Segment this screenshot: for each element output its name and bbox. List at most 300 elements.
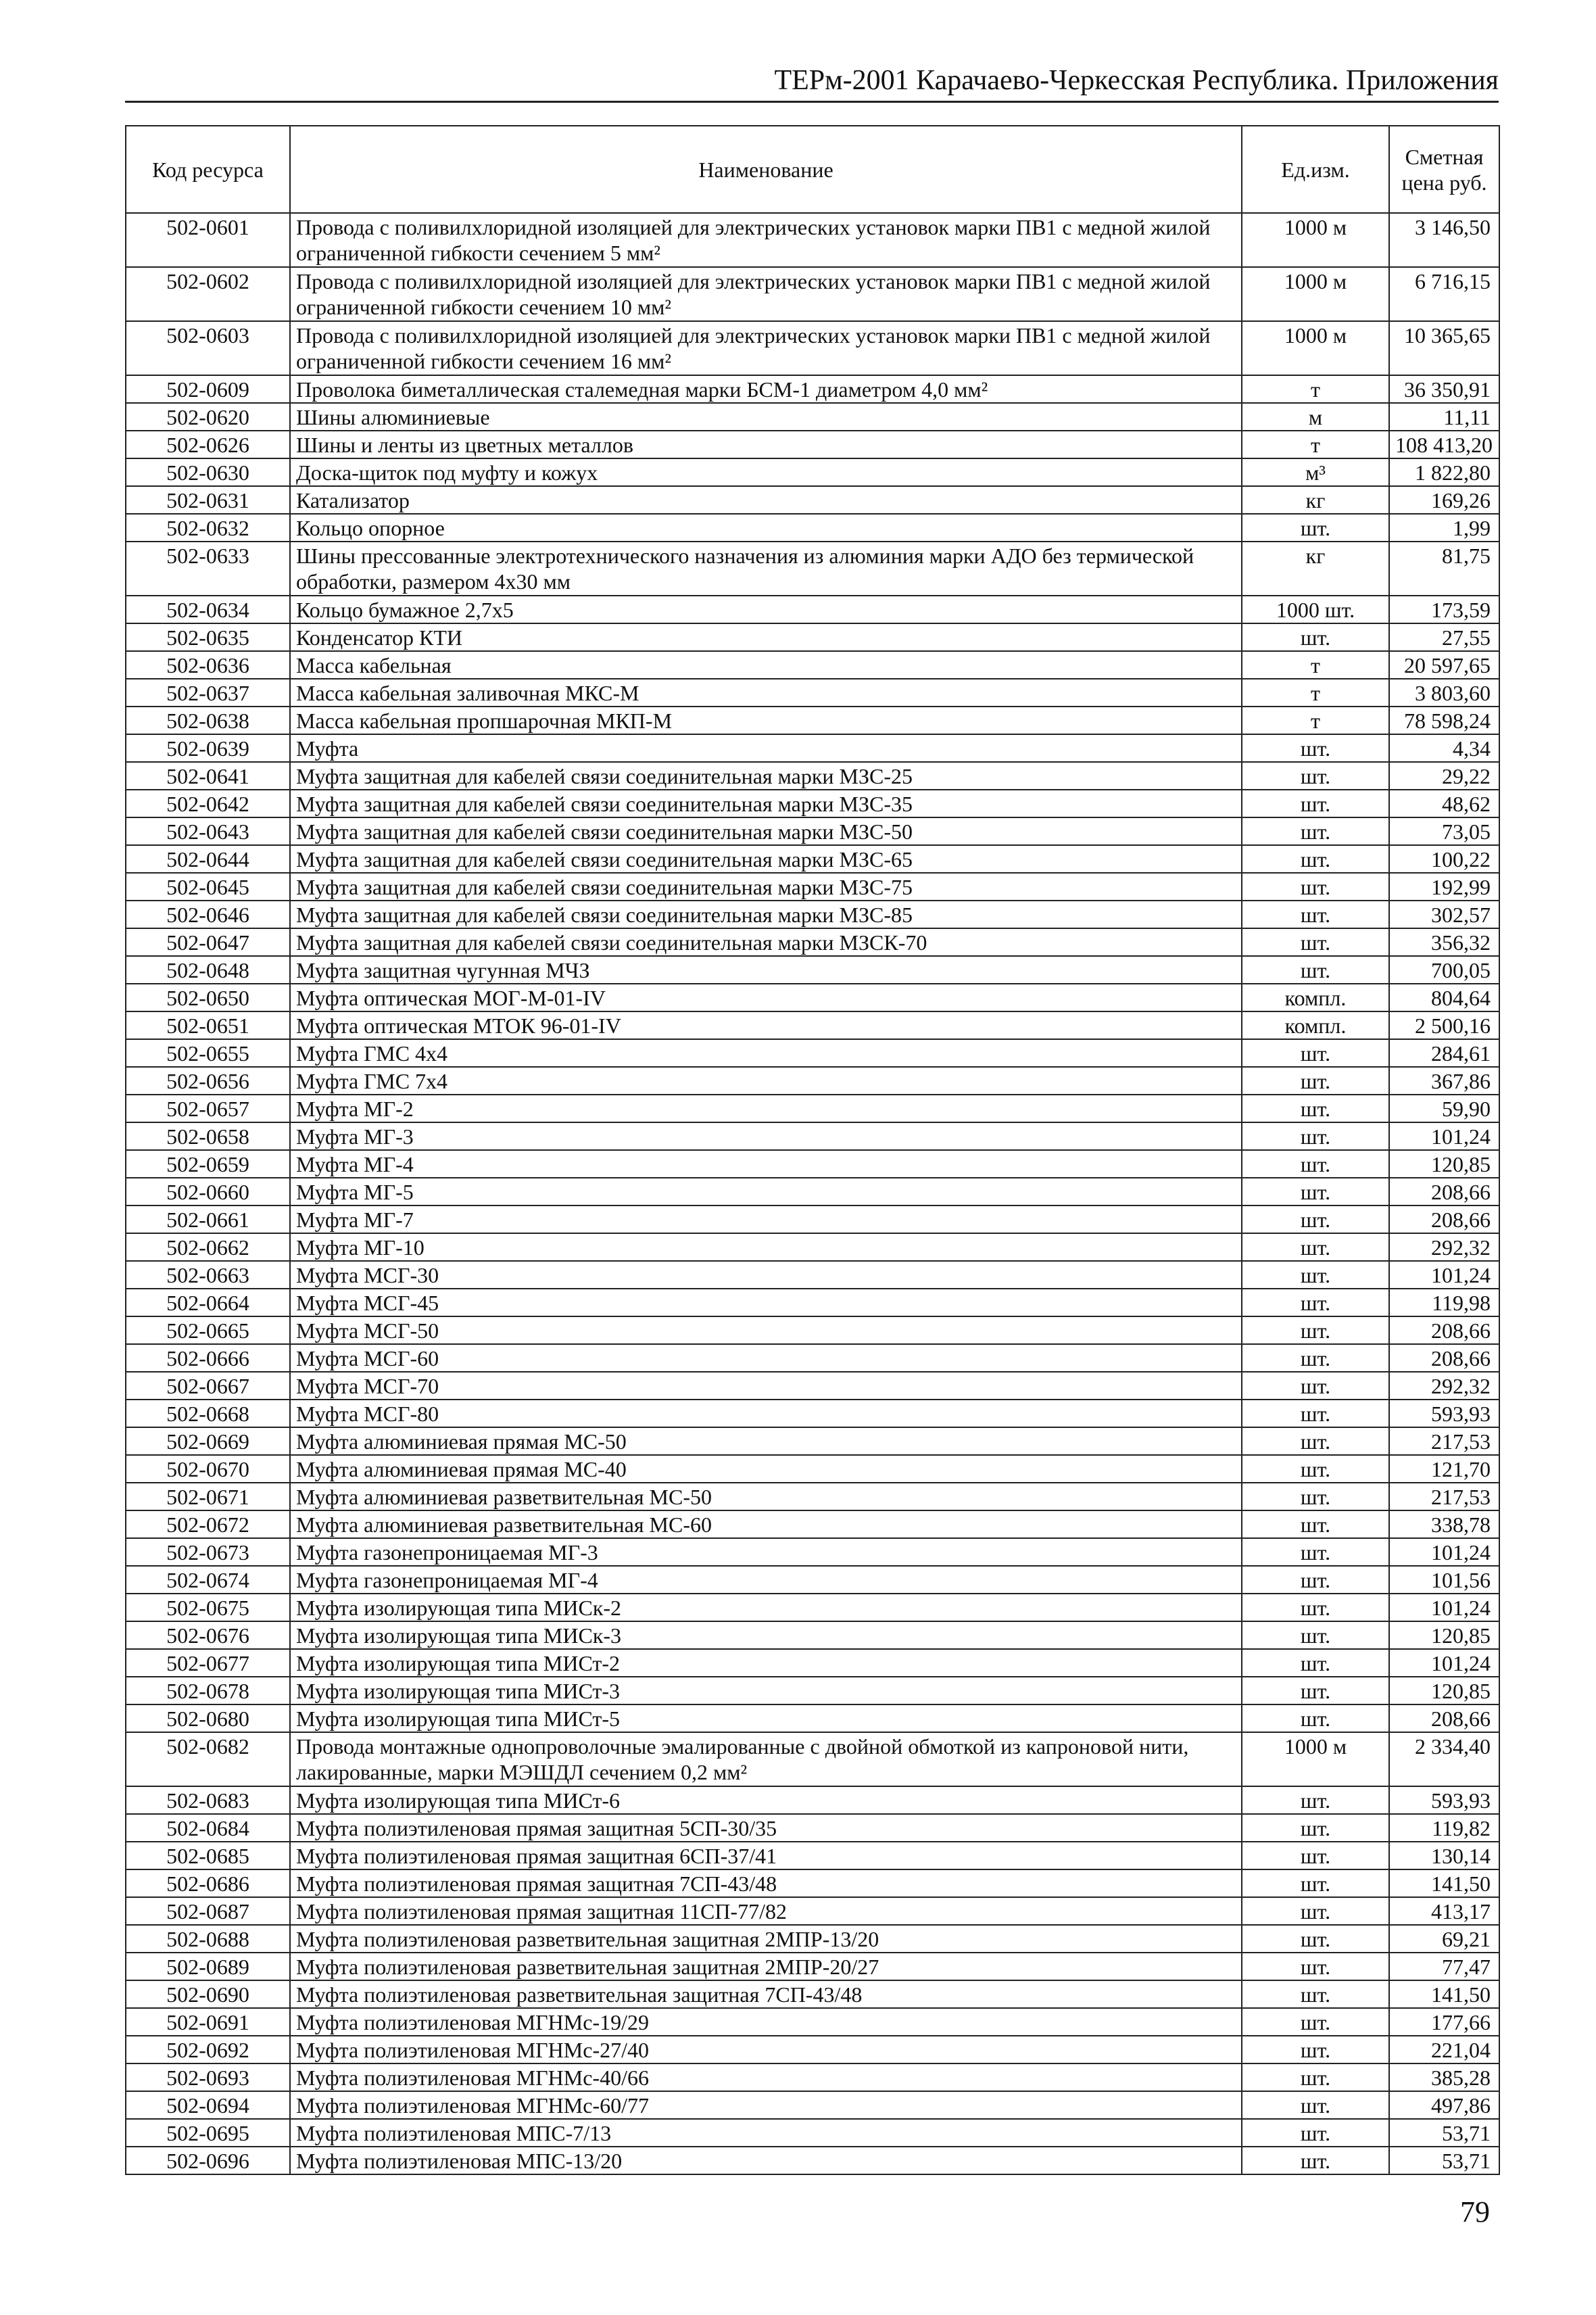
name-cell: Муфта полиэтиленовая прямая защитная 7СП-43/48 [290,1869,1242,1897]
name-cell: Муфта полиэтиленовая МПС-7/13 [290,2119,1242,2147]
name-cell: Муфта защитная чугунная МЧЗ [290,956,1242,984]
code-cell: 502-0636 [126,651,290,679]
name-cell: Муфта изолирующая типа МИСк-3 [290,1621,1242,1649]
code-cell: 502-0651 [126,1011,290,1039]
table-row [126,790,1499,817]
code-cell: 502-0687 [126,1897,290,1925]
code-cell: 502-0620 [126,403,290,431]
price-cell: 4,34 [1389,734,1499,762]
table-row [126,623,1499,651]
code-cell: 502-0642 [126,790,290,817]
name-cell: Муфта МГ-3 [290,1122,1242,1150]
code-cell: 502-0664 [126,1289,290,1316]
table-row [126,1925,1499,1953]
table-row [126,1178,1499,1206]
code-cell: 502-0695 [126,2119,290,2147]
code-cell: 502-0665 [126,1316,290,1344]
name-cell: Масса кабельная [290,651,1242,679]
column-header-price: Сметная цена руб. [1389,126,1499,213]
table-row [126,1372,1499,1400]
price-cell: 53,71 [1389,2147,1499,2174]
code-cell: 502-0631 [126,486,290,514]
name-cell: Муфта МСГ-50 [290,1316,1242,1344]
code-cell: 502-0639 [126,734,290,762]
unit-cell: шт. [1242,2008,1389,2036]
unit-cell: шт. [1242,845,1389,873]
code-cell: 502-0647 [126,928,290,956]
table-row [126,1095,1499,1122]
unit-cell: шт. [1242,1039,1389,1067]
table-row [126,1649,1499,1677]
unit-cell: шт. [1242,1621,1389,1649]
unit-cell: 1000 м [1242,213,1389,267]
table-row [126,1233,1499,1261]
unit-cell: шт. [1242,1372,1389,1400]
unit-cell: шт. [1242,1677,1389,1704]
name-cell: Муфта защитная для кабелей связи соединительная марки МЗС-35 [290,790,1242,817]
price-cell: 20 597,65 [1389,651,1499,679]
code-cell: 502-0655 [126,1039,290,1067]
table-row [126,1566,1499,1594]
page-number: 79 [1460,2195,1490,2228]
name-cell: Муфта полиэтиленовая МГНМс-19/29 [290,2008,1242,2036]
table-header-row [126,126,1499,213]
code-cell: 502-0672 [126,1510,290,1538]
price-cell: 78 598,24 [1389,707,1499,734]
table-row [126,542,1499,596]
code-cell: 502-0673 [126,1538,290,1566]
code-cell: 502-0638 [126,707,290,734]
table-row [126,1206,1499,1233]
unit-cell: шт. [1242,1704,1389,1732]
unit-cell: шт. [1242,1925,1389,1953]
name-cell: Муфта МСГ-80 [290,1400,1242,1427]
table-row [126,845,1499,873]
unit-cell: т [1242,431,1389,458]
unit-cell: м³ [1242,458,1389,486]
price-cell: 141,50 [1389,1869,1499,1897]
code-cell: 502-0635 [126,623,290,651]
price-cell: 208,66 [1389,1316,1499,1344]
price-cell: 100,22 [1389,845,1499,873]
name-cell: Муфта алюминиевая прямая МС-40 [290,1455,1242,1483]
unit-cell: шт. [1242,1206,1389,1233]
table-row [126,1261,1499,1289]
price-cell: 413,17 [1389,1897,1499,1925]
table-row [126,734,1499,762]
unit-cell: шт. [1242,514,1389,542]
code-cell: 502-0659 [126,1150,290,1178]
code-cell: 502-0683 [126,1786,290,1814]
unit-cell: шт. [1242,623,1389,651]
table-row [126,1704,1499,1732]
name-cell: Муфта защитная для кабелей связи соединительная марки МЗС-50 [290,817,1242,845]
price-table [125,125,1500,2175]
name-cell: Муфта МСГ-70 [290,1372,1242,1400]
name-cell: Муфта ГМС 7х4 [290,1067,1242,1095]
name-cell: Муфта полиэтиленовая МГНМс-40/66 [290,2063,1242,2091]
unit-cell: шт. [1242,1095,1389,1122]
code-cell: 502-0641 [126,762,290,790]
code-cell: 502-0691 [126,2008,290,2036]
unit-cell: шт. [1242,2119,1389,2147]
price-cell: 10 365,65 [1389,321,1499,375]
name-cell: Муфта полиэтиленовая разветвительная защитная 2МПР-20/27 [290,1953,1242,1980]
unit-cell: 1000 м [1242,321,1389,375]
unit-cell: 1000 м [1242,1732,1389,1786]
table-row [126,651,1499,679]
price-cell: 804,64 [1389,984,1499,1011]
name-cell: Муфта изолирующая типа МИСк-2 [290,1594,1242,1621]
code-cell: 502-0646 [126,901,290,928]
name-cell: Муфта алюминиевая разветвительная МС-60 [290,1510,1242,1538]
code-cell: 502-0644 [126,845,290,873]
unit-cell: шт. [1242,1953,1389,1980]
unit-cell: компл. [1242,984,1389,1011]
unit-cell: шт. [1242,1344,1389,1372]
code-cell: 502-0630 [126,458,290,486]
code-cell: 502-0662 [126,1233,290,1261]
table-row [126,1483,1499,1510]
code-cell: 502-0670 [126,1455,290,1483]
code-cell: 502-0676 [126,1621,290,1649]
code-cell: 502-0634 [126,596,290,623]
table-row [126,1980,1499,2008]
code-cell: 502-0684 [126,1814,290,1842]
unit-cell: шт. [1242,2147,1389,2174]
price-cell: 69,21 [1389,1925,1499,1953]
unit-cell: 1000 шт. [1242,596,1389,623]
unit-cell: шт. [1242,928,1389,956]
unit-cell: шт. [1242,1261,1389,1289]
unit-cell: шт. [1242,2036,1389,2063]
name-cell: Муфта полиэтиленовая разветвительная защитная 7СП-43/48 [290,1980,1242,2008]
unit-cell: шт. [1242,1427,1389,1455]
unit-cell: компл. [1242,1011,1389,1039]
price-cell: 700,05 [1389,956,1499,984]
price-cell: 59,90 [1389,1095,1499,1122]
price-cell: 217,53 [1389,1427,1499,1455]
unit-cell: шт. [1242,1869,1389,1897]
name-cell: Муфта полиэтиленовая МГНМс-27/40 [290,2036,1242,2063]
price-cell: 6 716,15 [1389,267,1499,321]
price-cell: 27,55 [1389,623,1499,651]
price-cell: 338,78 [1389,1510,1499,1538]
table-row [126,2091,1499,2119]
code-cell: 502-0603 [126,321,290,375]
code-cell: 502-0660 [126,1178,290,1206]
price-cell: 119,98 [1389,1289,1499,1316]
table-row [126,901,1499,928]
code-cell: 502-0632 [126,514,290,542]
code-cell: 502-0661 [126,1206,290,1233]
code-cell: 502-0669 [126,1427,290,1455]
name-cell: Масса кабельная заливочная МКС-М [290,679,1242,707]
name-cell: Муфта оптическая МОГ-М-01-IV [290,984,1242,1011]
price-cell: 101,24 [1389,1649,1499,1677]
table-row [126,1621,1499,1649]
code-cell: 502-0648 [126,956,290,984]
code-cell: 502-0671 [126,1483,290,1510]
code-cell: 502-0674 [126,1566,290,1594]
table-row [126,431,1499,458]
unit-cell: шт. [1242,1122,1389,1150]
table-row [126,1067,1499,1095]
table-row [126,1786,1499,1814]
code-cell: 502-0645 [126,873,290,901]
name-cell: Шины алюминиевые [290,403,1242,431]
price-cell: 367,86 [1389,1067,1499,1095]
code-cell: 502-0668 [126,1400,290,1427]
unit-cell: кг [1242,486,1389,514]
price-cell: 101,24 [1389,1122,1499,1150]
name-cell: Муфта МГ-7 [290,1206,1242,1233]
price-cell: 77,47 [1389,1953,1499,1980]
table-row [126,486,1499,514]
table-row [126,1594,1499,1621]
name-cell: Муфта МСГ-30 [290,1261,1242,1289]
name-cell: Муфта алюминиевая прямая МС-50 [290,1427,1242,1455]
code-cell: 502-0686 [126,1869,290,1897]
price-cell: 101,24 [1389,1538,1499,1566]
price-cell: 48,62 [1389,790,1499,817]
table-row [126,2147,1499,2174]
code-cell: 502-0658 [126,1122,290,1150]
table-row [126,679,1499,707]
price-cell: 53,71 [1389,2119,1499,2147]
unit-cell: шт. [1242,1649,1389,1677]
code-cell: 502-0677 [126,1649,290,1677]
table-row [126,1510,1499,1538]
code-cell: 502-0688 [126,1925,290,1953]
unit-cell: шт. [1242,1289,1389,1316]
name-cell: Провода с поливилхлоридной изоляцией для электрических установок марки ПВ1 с медной жилой ограниченной гибкости сечением 16 мм² [290,321,1242,375]
table-row [126,514,1499,542]
price-cell: 36 350,91 [1389,375,1499,403]
table-row [126,707,1499,734]
unit-cell: шт. [1242,1566,1389,1594]
price-cell: 593,93 [1389,1400,1499,1427]
price-cell: 101,24 [1389,1594,1499,1621]
code-cell: 502-0626 [126,431,290,458]
unit-cell: шт. [1242,873,1389,901]
unit-cell: шт. [1242,1842,1389,1869]
price-cell: 192,99 [1389,873,1499,901]
table-row [126,817,1499,845]
price-cell: 208,66 [1389,1704,1499,1732]
unit-cell: кг [1242,542,1389,596]
table-row [126,1455,1499,1483]
code-cell: 502-0602 [126,267,290,321]
name-cell: Муфта МСГ-60 [290,1344,1242,1372]
price-cell: 101,24 [1389,1261,1499,1289]
unit-cell: шт. [1242,1150,1389,1178]
table-row [126,873,1499,901]
unit-cell: шт. [1242,1233,1389,1261]
table-row [126,1427,1499,1455]
unit-cell: шт. [1242,790,1389,817]
code-cell: 502-0601 [126,213,290,267]
unit-cell: шт. [1242,1483,1389,1510]
table-row [126,1869,1499,1897]
name-cell: Муфта МГ-5 [290,1178,1242,1206]
unit-cell: шт. [1242,1980,1389,2008]
code-cell: 502-0693 [126,2063,290,2091]
table-row [126,956,1499,984]
table-row [126,596,1499,623]
code-cell: 502-0657 [126,1095,290,1122]
name-cell: Муфта защитная для кабелей связи соединительная марки МЗС-75 [290,873,1242,901]
unit-cell: м [1242,403,1389,431]
page-header [125,62,1499,103]
price-cell: 173,59 [1389,596,1499,623]
code-cell: 502-0637 [126,679,290,707]
name-cell: Шины прессованные электротехнического назначения из алюминия марки АДО без термической обработки, размером 4х30 мм [290,542,1242,596]
name-cell: Муфта полиэтиленовая МГНМс-60/77 [290,2091,1242,2119]
price-cell: 81,75 [1389,542,1499,596]
unit-cell: шт. [1242,762,1389,790]
unit-cell: шт. [1242,1594,1389,1621]
price-cell: 1,99 [1389,514,1499,542]
price-cell: 217,53 [1389,1483,1499,1510]
price-cell: 292,32 [1389,1233,1499,1261]
price-cell: 120,85 [1389,1677,1499,1704]
name-cell: Муфта защитная для кабелей связи соединительная марки МЗС-85 [290,901,1242,928]
unit-cell: шт. [1242,1538,1389,1566]
unit-cell: шт. [1242,1814,1389,1842]
name-cell: Муфта полиэтиленовая разветвительная защитная 2МПР-13/20 [290,1925,1242,1953]
price-cell: 130,14 [1389,1842,1499,1869]
table-row [126,1039,1499,1067]
page-title: ТЕРм-2001 Карачаево-Черкесская Республика. Приложения [774,65,1499,96]
name-cell: Кольцо бумажное 2,7х5 [290,596,1242,623]
unit-cell: шт. [1242,1786,1389,1814]
column-header-code: Код ресурса [126,126,290,213]
unit-cell: шт. [1242,901,1389,928]
name-cell: Муфта газонепроницаемая МГ-4 [290,1566,1242,1594]
price-cell: 208,66 [1389,1178,1499,1206]
table-row [126,1122,1499,1150]
code-cell: 502-0667 [126,1372,290,1400]
unit-cell: шт. [1242,956,1389,984]
table-row [126,458,1499,486]
price-cell: 3 803,60 [1389,679,1499,707]
price-cell: 119,82 [1389,1814,1499,1842]
price-cell: 120,85 [1389,1150,1499,1178]
price-cell: 29,22 [1389,762,1499,790]
table-row [126,1732,1499,1786]
unit-cell: шт. [1242,1455,1389,1483]
name-cell: Муфта МГ-4 [290,1150,1242,1178]
unit-cell: шт. [1242,1510,1389,1538]
table-body [126,213,1499,2174]
name-cell: Доска-щиток под муфту и кожух [290,458,1242,486]
price-cell: 11,11 [1389,403,1499,431]
table-row [126,1538,1499,1566]
unit-cell: шт. [1242,817,1389,845]
name-cell: Муфта изолирующая типа МИСт-2 [290,1649,1242,1677]
name-cell: Муфта МГ-10 [290,1233,1242,1261]
code-cell: 502-0650 [126,984,290,1011]
unit-cell: т [1242,679,1389,707]
unit-cell: шт. [1242,1400,1389,1427]
unit-cell: т [1242,707,1389,734]
table-row [126,2008,1499,2036]
table-row [126,984,1499,1011]
table-row [126,928,1499,956]
price-cell: 208,66 [1389,1344,1499,1372]
price-cell: 2 334,40 [1389,1732,1499,1786]
name-cell: Муфта изолирующая типа МИСт-5 [290,1704,1242,1732]
price-cell: 120,85 [1389,1621,1499,1649]
price-cell: 177,66 [1389,2008,1499,2036]
table-row [126,403,1499,431]
name-cell: Конденсатор КТИ [290,623,1242,651]
table-row [126,1677,1499,1704]
price-cell: 3 146,50 [1389,213,1499,267]
code-cell: 502-0696 [126,2147,290,2174]
table-row [126,2063,1499,2091]
unit-cell: шт. [1242,2063,1389,2091]
code-cell: 502-0678 [126,1677,290,1704]
unit-cell: 1000 м [1242,267,1389,321]
column-header-name: Наименование [290,126,1242,213]
table-row [126,321,1499,375]
name-cell: Шины и ленты из цветных металлов [290,431,1242,458]
price-cell: 2 500,16 [1389,1011,1499,1039]
table-row [126,2036,1499,2063]
unit-cell: шт. [1242,734,1389,762]
unit-cell: шт. [1242,1067,1389,1095]
name-cell: Катализатор [290,486,1242,514]
name-cell: Муфта [290,734,1242,762]
code-cell: 502-0609 [126,375,290,403]
name-cell: Муфта изолирующая типа МИСт-6 [290,1786,1242,1814]
code-cell: 502-0663 [126,1261,290,1289]
code-cell: 502-0692 [126,2036,290,2063]
price-cell: 292,32 [1389,1372,1499,1400]
name-cell: Муфта изолирующая типа МИСт-3 [290,1677,1242,1704]
unit-cell: шт. [1242,1178,1389,1206]
code-cell: 502-0680 [126,1704,290,1732]
table-row [126,1842,1499,1869]
table-row [126,762,1499,790]
code-cell: 502-0685 [126,1842,290,1869]
unit-cell: т [1242,375,1389,403]
table-row [126,1316,1499,1344]
name-cell: Муфта защитная для кабелей связи соединительная марки МЗС-65 [290,845,1242,873]
name-cell: Кольцо опорное [290,514,1242,542]
code-cell: 502-0643 [126,817,290,845]
price-cell: 1 822,80 [1389,458,1499,486]
price-cell: 121,70 [1389,1455,1499,1483]
name-cell: Провода с поливилхлоридной изоляцией для электрических установок марки ПВ1 с медной жилой ограниченной гибкости сечением 5 мм² [290,213,1242,267]
name-cell: Муфта алюминиевая разветвительная МС-50 [290,1483,1242,1510]
table-row [126,375,1499,403]
price-cell: 593,93 [1389,1786,1499,1814]
code-cell: 502-0682 [126,1732,290,1786]
name-cell: Муфта защитная для кабелей связи соединительная марки МЗСК-70 [290,928,1242,956]
name-cell: Муфта полиэтиленовая прямая защитная 5СП-30/35 [290,1814,1242,1842]
name-cell: Муфта оптическая МТОК 96-01-IV [290,1011,1242,1039]
price-cell: 101,56 [1389,1566,1499,1594]
table-row [126,1400,1499,1427]
column-header-unit: Ед.изм. [1242,126,1389,213]
price-cell: 221,04 [1389,2036,1499,2063]
price-cell: 73,05 [1389,817,1499,845]
price-cell: 497,86 [1389,2091,1499,2119]
unit-cell: шт. [1242,1316,1389,1344]
